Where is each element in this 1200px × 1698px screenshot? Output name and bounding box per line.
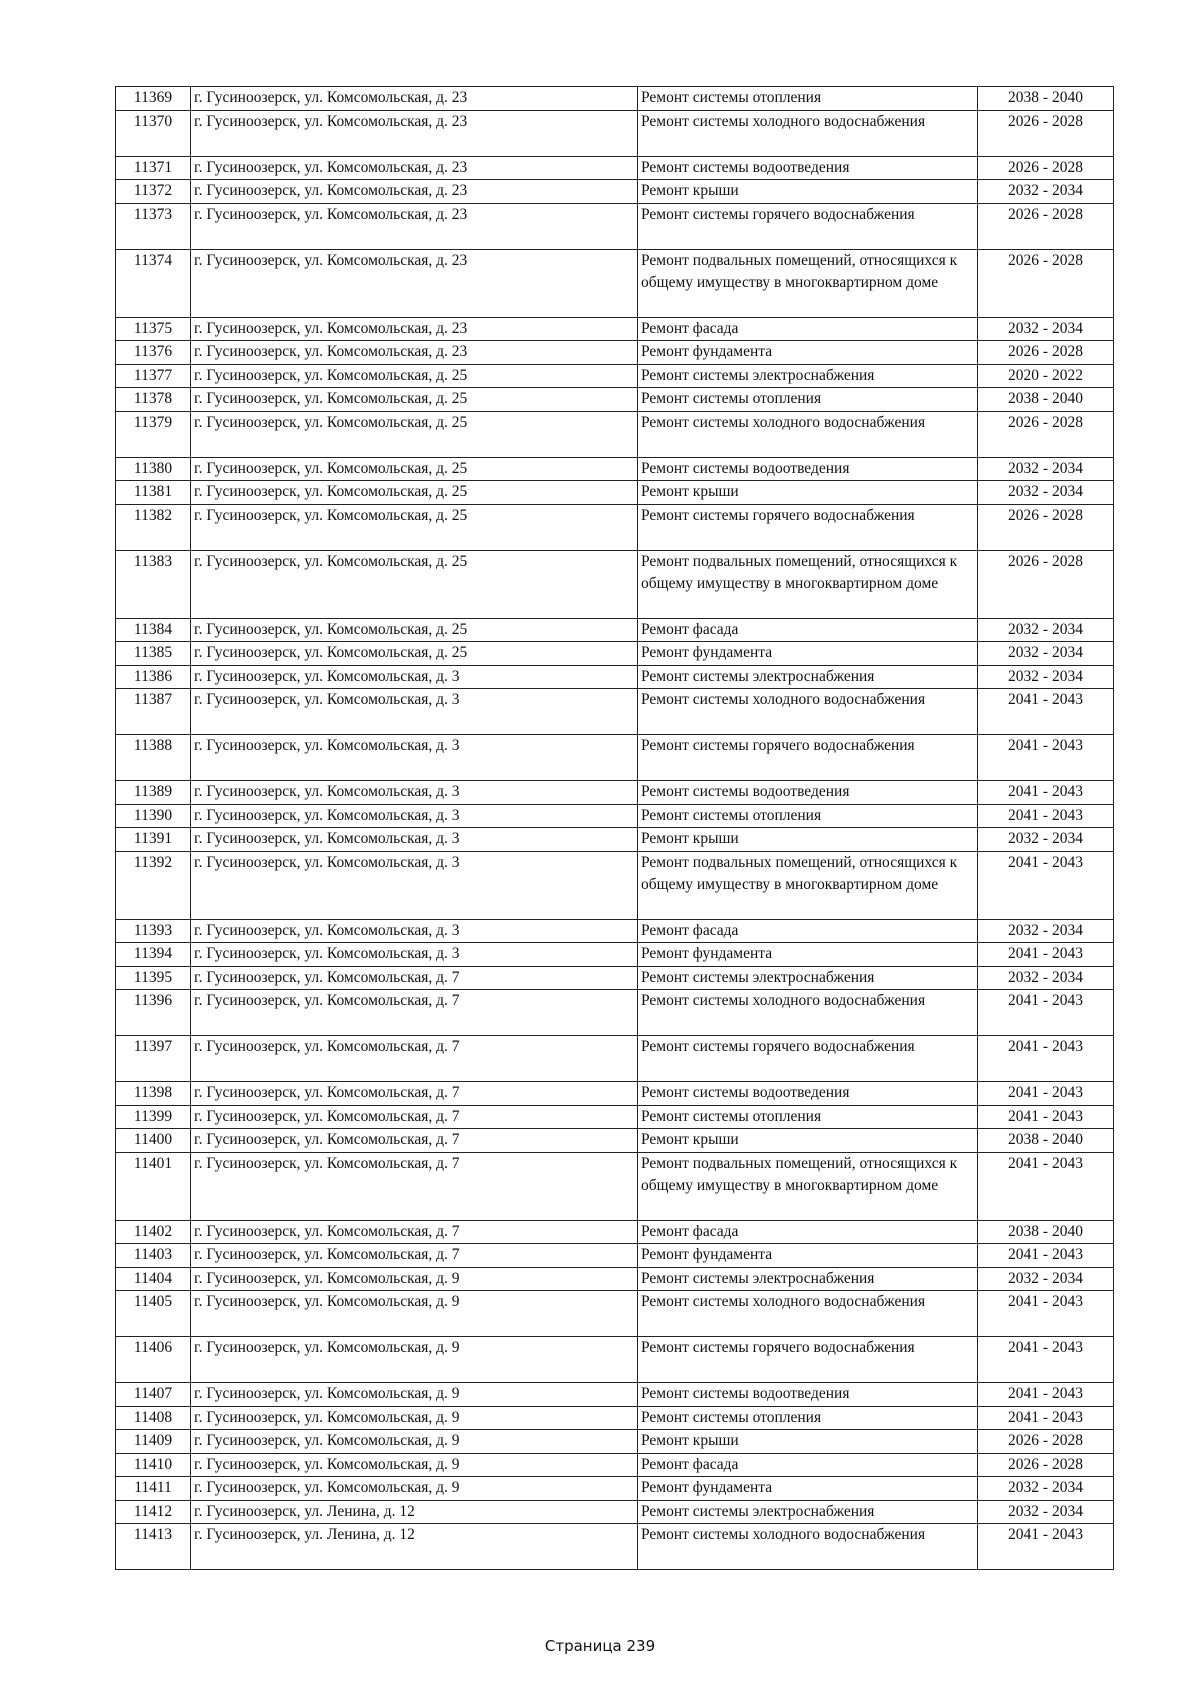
work-type-cell: Ремонт системы водоотведения — [638, 457, 978, 481]
address-cell: г. Гусиноозерск, ул. Комсомольская, д. 9 — [191, 1453, 638, 1477]
work-type-cell: Ремонт системы отопления — [638, 804, 978, 828]
address-cell: г. Гусиноозерск, ул. Комсомольская, д. 7 — [191, 1244, 638, 1268]
work-type-cell: Ремонт системы отопления — [638, 388, 978, 412]
row-number: 11411 — [116, 1477, 191, 1501]
period-cell: 2041 - 2043 — [978, 1152, 1114, 1220]
address-cell: г. Гусиноозерск, ул. Комсомольская, д. 7 — [191, 966, 638, 990]
period-cell: 2041 - 2043 — [978, 1406, 1114, 1430]
work-type-cell: Ремонт фасада — [638, 317, 978, 341]
table-row — [116, 1477, 1114, 1501]
period-cell: 2041 - 2043 — [978, 1337, 1114, 1383]
work-type-cell: Ремонт фасада — [638, 1220, 978, 1244]
repair-schedule-table — [115, 86, 1114, 1570]
row-number: 11383 — [116, 550, 191, 618]
row-number: 11375 — [116, 317, 191, 341]
table-row — [116, 550, 1114, 618]
period-cell: 2038 - 2040 — [978, 1220, 1114, 1244]
address-cell: г. Гусиноозерск, ул. Комсомольская, д. 7 — [191, 1082, 638, 1106]
work-type-cell: Ремонт системы электроснабжения — [638, 665, 978, 689]
table-row — [116, 364, 1114, 388]
row-number: 11379 — [116, 411, 191, 457]
row-number: 11388 — [116, 735, 191, 781]
row-number: 11409 — [116, 1430, 191, 1454]
work-type-cell: Ремонт системы водоотведения — [638, 781, 978, 805]
period-cell: 2041 - 2043 — [978, 781, 1114, 805]
address-cell: г. Гусиноозерск, ул. Комсомольская, д. 9 — [191, 1383, 638, 1407]
period-cell: 2038 - 2040 — [978, 87, 1114, 111]
work-type-cell: Ремонт фасада — [638, 1453, 978, 1477]
row-number: 11387 — [116, 689, 191, 735]
row-number: 11402 — [116, 1220, 191, 1244]
table-row — [116, 481, 1114, 505]
period-cell: 2041 - 2043 — [978, 735, 1114, 781]
table-row — [116, 1406, 1114, 1430]
address-cell: г. Гусиноозерск, ул. Комсомольская, д. 3 — [191, 943, 638, 967]
work-type-cell: Ремонт системы водоотведения — [638, 1383, 978, 1407]
address-cell: г. Гусиноозерск, ул. Комсомольская, д. 9 — [191, 1430, 638, 1454]
work-type-cell: Ремонт системы холодного водоснабжения — [638, 1291, 978, 1337]
row-number: 11381 — [116, 481, 191, 505]
address-cell: г. Гусиноозерск, ул. Комсомольская, д. 3 — [191, 851, 638, 919]
row-number: 11389 — [116, 781, 191, 805]
period-cell: 2041 - 2043 — [978, 990, 1114, 1036]
table-row — [116, 388, 1114, 412]
work-type-cell: Ремонт системы отопления — [638, 87, 978, 111]
period-cell: 2032 - 2034 — [978, 618, 1114, 642]
work-type-cell: Ремонт крыши — [638, 1129, 978, 1153]
period-cell: 2032 - 2034 — [978, 481, 1114, 505]
period-cell: 2032 - 2034 — [978, 317, 1114, 341]
table-row — [116, 966, 1114, 990]
address-cell: г. Гусиноозерск, ул. Комсомольская, д. 25 — [191, 642, 638, 666]
row-number: 11401 — [116, 1152, 191, 1220]
table-row — [116, 249, 1114, 317]
period-cell: 2032 - 2034 — [978, 457, 1114, 481]
address-cell: г. Гусиноозерск, ул. Комсомольская, д. 3 — [191, 735, 638, 781]
row-number: 11410 — [116, 1453, 191, 1477]
row-number: 11373 — [116, 203, 191, 249]
table-row — [116, 504, 1114, 550]
row-number: 11377 — [116, 364, 191, 388]
work-type-cell: Ремонт подвальных помещений, относящихся к общему имуществу в многоквартирном доме — [638, 851, 978, 919]
row-number: 11385 — [116, 642, 191, 666]
table-row — [116, 1337, 1114, 1383]
work-type-cell: Ремонт крыши — [638, 828, 978, 852]
work-type-cell: Ремонт системы холодного водоснабжения — [638, 411, 978, 457]
address-cell: г. Гусиноозерск, ул. Комсомольская, д. 3 — [191, 919, 638, 943]
work-type-cell: Ремонт системы горячего водоснабжения — [638, 1036, 978, 1082]
work-type-cell: Ремонт системы холодного водоснабжения — [638, 1524, 978, 1570]
period-cell: 2041 - 2043 — [978, 689, 1114, 735]
address-cell: г. Гусиноозерск, ул. Комсомольская, д. 25 — [191, 481, 638, 505]
row-number: 11386 — [116, 665, 191, 689]
period-cell: 2041 - 2043 — [978, 851, 1114, 919]
table-row — [116, 1291, 1114, 1337]
table-row — [116, 1082, 1114, 1106]
period-cell: 2041 - 2043 — [978, 804, 1114, 828]
address-cell: г. Гусиноозерск, ул. Комсомольская, д. 25 — [191, 411, 638, 457]
row-number: 11376 — [116, 341, 191, 365]
table-row — [116, 990, 1114, 1036]
row-number: 11400 — [116, 1129, 191, 1153]
address-cell: г. Гусиноозерск, ул. Комсомольская, д. 23 — [191, 203, 638, 249]
address-cell: г. Гусиноозерск, ул. Комсомольская, д. 3 — [191, 689, 638, 735]
table-row — [116, 341, 1114, 365]
address-cell: г. Гусиноозерск, ул. Комсомольская, д. 23 — [191, 317, 638, 341]
address-cell: г. Гусиноозерск, ул. Комсомольская, д. 23 — [191, 180, 638, 204]
work-type-cell: Ремонт подвальных помещений, относящихся к общему имуществу в многоквартирном доме — [638, 249, 978, 317]
period-cell: 2032 - 2034 — [978, 1477, 1114, 1501]
row-number: 11384 — [116, 618, 191, 642]
period-cell: 2026 - 2028 — [978, 550, 1114, 618]
row-number: 11397 — [116, 1036, 191, 1082]
table-row — [116, 1105, 1114, 1129]
row-number: 11382 — [116, 504, 191, 550]
table-row — [116, 1220, 1114, 1244]
row-number: 11392 — [116, 851, 191, 919]
work-type-cell: Ремонт системы горячего водоснабжения — [638, 735, 978, 781]
address-cell: г. Гусиноозерск, ул. Комсомольская, д. 7 — [191, 990, 638, 1036]
row-number: 11406 — [116, 1337, 191, 1383]
work-type-cell: Ремонт системы водоотведения — [638, 1082, 978, 1106]
table-row — [116, 665, 1114, 689]
work-type-cell: Ремонт крыши — [638, 481, 978, 505]
work-type-cell: Ремонт подвальных помещений, относящихся к общему имуществу в многоквартирном доме — [638, 1152, 978, 1220]
address-cell: г. Гусиноозерск, ул. Комсомольская, д. 9 — [191, 1406, 638, 1430]
address-cell: г. Гусиноозерск, ул. Комсомольская, д. 25 — [191, 550, 638, 618]
table-row — [116, 203, 1114, 249]
address-cell: г. Гусиноозерск, ул. Комсомольская, д. 9 — [191, 1337, 638, 1383]
table-row — [116, 851, 1114, 919]
table-row — [116, 1244, 1114, 1268]
work-type-cell: Ремонт подвальных помещений, относящихся к общему имуществу в многоквартирном доме — [638, 550, 978, 618]
table-row — [116, 411, 1114, 457]
row-number: 11391 — [116, 828, 191, 852]
period-cell: 2026 - 2028 — [978, 110, 1114, 156]
period-cell: 2026 - 2028 — [978, 341, 1114, 365]
period-cell: 2026 - 2028 — [978, 249, 1114, 317]
address-cell: г. Гусиноозерск, ул. Комсомольская, д. 9 — [191, 1291, 638, 1337]
address-cell: г. Гусиноозерск, ул. Комсомольская, д. 23 — [191, 341, 638, 365]
work-type-cell: Ремонт фасада — [638, 618, 978, 642]
row-number: 11371 — [116, 156, 191, 180]
work-type-cell: Ремонт крыши — [638, 180, 978, 204]
address-cell: г. Гусиноозерск, ул. Комсомольская, д. 23 — [191, 156, 638, 180]
work-type-cell: Ремонт фундамента — [638, 1244, 978, 1268]
work-type-cell: Ремонт фундамента — [638, 341, 978, 365]
address-cell: г. Гусиноозерск, ул. Комсомольская, д. 7 — [191, 1220, 638, 1244]
address-cell: г. Гусиноозерск, ул. Комсомольская, д. 7 — [191, 1152, 638, 1220]
row-number: 11380 — [116, 457, 191, 481]
period-cell: 2032 - 2034 — [978, 919, 1114, 943]
table-row — [116, 1383, 1114, 1407]
address-cell: г. Гусиноозерск, ул. Комсомольская, д. 7 — [191, 1129, 638, 1153]
table-row — [116, 804, 1114, 828]
row-number: 11395 — [116, 966, 191, 990]
work-type-cell: Ремонт фасада — [638, 919, 978, 943]
row-number: 11394 — [116, 943, 191, 967]
table-body — [116, 87, 1114, 1570]
address-cell: г. Гусиноозерск, ул. Комсомольская, д. 7 — [191, 1105, 638, 1129]
row-number: 11398 — [116, 1082, 191, 1106]
work-type-cell: Ремонт системы электроснабжения — [638, 966, 978, 990]
table-row — [116, 180, 1114, 204]
address-cell: г. Гусиноозерск, ул. Комсомольская, д. 25 — [191, 504, 638, 550]
period-cell: 2038 - 2040 — [978, 388, 1114, 412]
period-cell: 2026 - 2028 — [978, 1430, 1114, 1454]
period-cell: 2041 - 2043 — [978, 1082, 1114, 1106]
address-cell: г. Гусиноозерск, ул. Комсомольская, д. 25 — [191, 388, 638, 412]
table-row — [116, 457, 1114, 481]
address-cell: г. Гусиноозерск, ул. Комсомольская, д. 25 — [191, 457, 638, 481]
work-type-cell: Ремонт системы холодного водоснабжения — [638, 689, 978, 735]
work-type-cell: Ремонт системы горячего водоснабжения — [638, 504, 978, 550]
table-row — [116, 642, 1114, 666]
period-cell: 2026 - 2028 — [978, 203, 1114, 249]
period-cell: 2026 - 2028 — [978, 1453, 1114, 1477]
work-type-cell: Ремонт системы холодного водоснабжения — [638, 110, 978, 156]
row-number: 11378 — [116, 388, 191, 412]
address-cell: г. Гусиноозерск, ул. Комсомольская, д. 23 — [191, 249, 638, 317]
table-row — [116, 156, 1114, 180]
address-cell: г. Гусиноозерск, ул. Комсомольская, д. 7 — [191, 1036, 638, 1082]
work-type-cell: Ремонт системы холодного водоснабжения — [638, 990, 978, 1036]
period-cell: 2041 - 2043 — [978, 943, 1114, 967]
work-type-cell: Ремонт системы отопления — [638, 1105, 978, 1129]
row-number: 11372 — [116, 180, 191, 204]
table-row — [116, 943, 1114, 967]
row-number: 11413 — [116, 1524, 191, 1570]
row-number: 11390 — [116, 804, 191, 828]
work-type-cell: Ремонт системы горячего водоснабжения — [638, 1337, 978, 1383]
period-cell: 2041 - 2043 — [978, 1383, 1114, 1407]
address-cell: г. Гусиноозерск, ул. Комсомольская, д. 3 — [191, 665, 638, 689]
period-cell: 2041 - 2043 — [978, 1105, 1114, 1129]
table-row — [116, 781, 1114, 805]
work-type-cell: Ремонт системы водоотведения — [638, 156, 978, 180]
table-row — [116, 1430, 1114, 1454]
work-type-cell: Ремонт фундамента — [638, 943, 978, 967]
work-type-cell: Ремонт системы электроснабжения — [638, 1267, 978, 1291]
period-cell: 2032 - 2034 — [978, 1267, 1114, 1291]
row-number: 11399 — [116, 1105, 191, 1129]
table-row — [116, 1500, 1114, 1524]
table-row — [116, 689, 1114, 735]
table-row — [116, 1453, 1114, 1477]
row-number: 11393 — [116, 919, 191, 943]
address-cell: г. Гусиноозерск, ул. Комсомольская, д. 23 — [191, 87, 638, 111]
period-cell: 2041 - 2043 — [978, 1291, 1114, 1337]
period-cell: 2032 - 2034 — [978, 966, 1114, 990]
period-cell: 2032 - 2034 — [978, 665, 1114, 689]
address-cell: г. Гусиноозерск, ул. Ленина, д. 12 — [191, 1500, 638, 1524]
row-number: 11369 — [116, 87, 191, 111]
table-row — [116, 1524, 1114, 1570]
table-row — [116, 110, 1114, 156]
period-cell: 2026 - 2028 — [978, 504, 1114, 550]
row-number: 11370 — [116, 110, 191, 156]
table-row — [116, 1267, 1114, 1291]
row-number: 11396 — [116, 990, 191, 1036]
period-cell: 2038 - 2040 — [978, 1129, 1114, 1153]
table-row — [116, 828, 1114, 852]
work-type-cell: Ремонт системы горячего водоснабжения — [638, 203, 978, 249]
period-cell: 2041 - 2043 — [978, 1036, 1114, 1082]
table-row — [116, 317, 1114, 341]
row-number: 11407 — [116, 1383, 191, 1407]
address-cell: г. Гусиноозерск, ул. Комсомольская, д. 9 — [191, 1267, 638, 1291]
address-cell: г. Гусиноозерск, ул. Комсомольская, д. 9 — [191, 1477, 638, 1501]
work-type-cell: Ремонт фундамента — [638, 1477, 978, 1501]
period-cell: 2032 - 2034 — [978, 828, 1114, 852]
work-type-cell: Ремонт системы отопления — [638, 1406, 978, 1430]
work-type-cell: Ремонт крыши — [638, 1430, 978, 1454]
table-row — [116, 618, 1114, 642]
table-row — [116, 87, 1114, 111]
address-cell: г. Гусиноозерск, ул. Комсомольская, д. 25 — [191, 618, 638, 642]
address-cell: г. Гусиноозерск, ул. Комсомольская, д. 3 — [191, 828, 638, 852]
period-cell: 2032 - 2034 — [978, 642, 1114, 666]
row-number: 11404 — [116, 1267, 191, 1291]
table-row — [116, 1152, 1114, 1220]
address-cell: г. Гусиноозерск, ул. Комсомольская, д. 25 — [191, 364, 638, 388]
period-cell: 2026 - 2028 — [978, 156, 1114, 180]
work-type-cell: Ремонт системы электроснабжения — [638, 1500, 978, 1524]
period-cell: 2026 - 2028 — [978, 411, 1114, 457]
table-row — [116, 735, 1114, 781]
address-cell: г. Гусиноозерск, ул. Комсомольская, д. 3 — [191, 804, 638, 828]
period-cell: 2032 - 2034 — [978, 1500, 1114, 1524]
address-cell: г. Гусиноозерск, ул. Комсомольская, д. 3 — [191, 781, 638, 805]
row-number: 11408 — [116, 1406, 191, 1430]
row-number: 11374 — [116, 249, 191, 317]
period-cell: 2041 - 2043 — [978, 1244, 1114, 1268]
page-number: Страница 239 — [544, 1637, 656, 1655]
table-row — [116, 1036, 1114, 1082]
row-number: 11403 — [116, 1244, 191, 1268]
period-cell: 2020 - 2022 — [978, 364, 1114, 388]
table-row — [116, 1129, 1114, 1153]
row-number: 11405 — [116, 1291, 191, 1337]
row-number: 11412 — [116, 1500, 191, 1524]
work-type-cell: Ремонт системы электроснабжения — [638, 364, 978, 388]
address-cell: г. Гусиноозерск, ул. Ленина, д. 12 — [191, 1524, 638, 1570]
period-cell: 2032 - 2034 — [978, 180, 1114, 204]
table-row — [116, 919, 1114, 943]
work-type-cell: Ремонт фундамента — [638, 642, 978, 666]
period-cell: 2041 - 2043 — [978, 1524, 1114, 1570]
address-cell: г. Гусиноозерск, ул. Комсомольская, д. 23 — [191, 110, 638, 156]
